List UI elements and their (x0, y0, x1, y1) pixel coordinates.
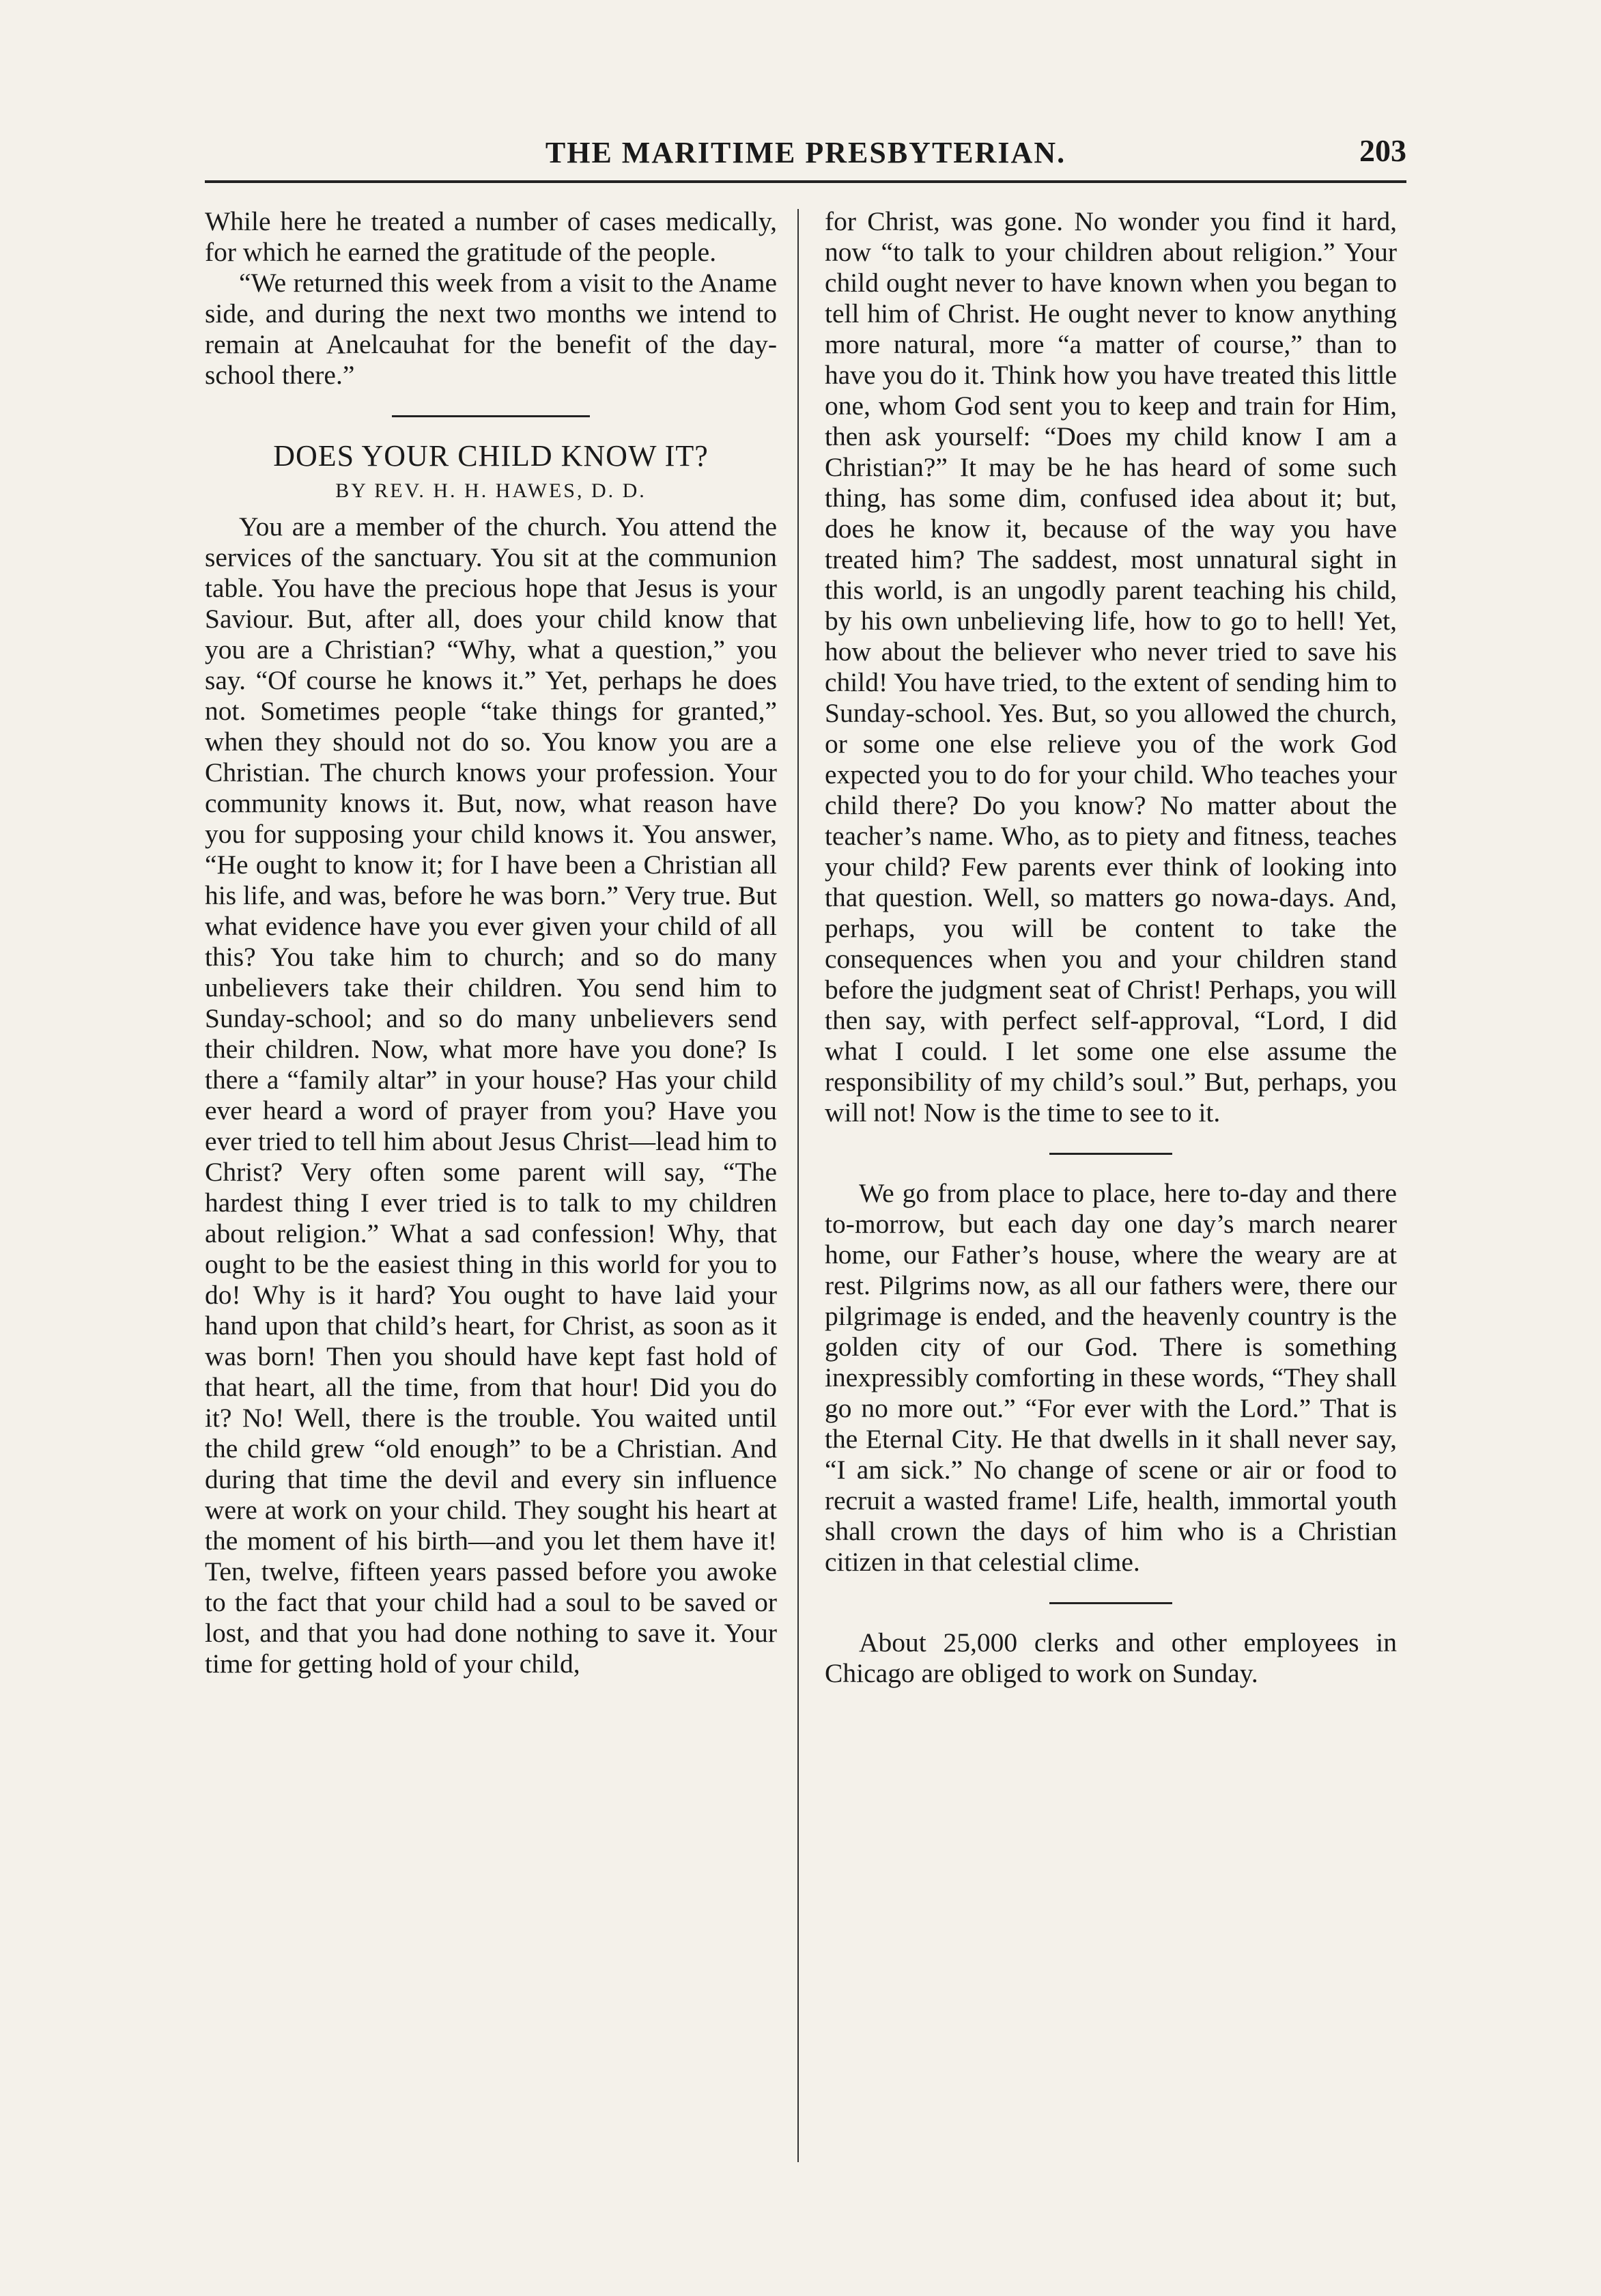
right-column (825, 206, 1397, 1689)
article-paragraph: You are a member of the church. You attend the services of the sanctuary. You sit at the communion table. You have the precious hope that Jesus is your Saviour. But, after all, does your child know that you are a Christian? “Why, what a question,” you say. “Of course he knows it.” Yet, perhaps he does not. Sometimes people “take things for granted,” when they should not do so. You know you are a Christian. The church knows your profession. Your community knows it. But, now, what reason have you for supposing your child knows it. You answer, “He ought to know it; for I have been a Christian all his life, and was, before he was born.” Very true. But what evidence have you ever given your child of all this? You take him to church; and so do many unbelievers take their children. You send him to Sunday-school; and so do many unbelievers send their children. Now, what more have you done? Is there a “family altar” in your house? Has your child ever heard a word of prayer from you? Have you ever tried to tell him about Jesus Christ—lead him to Christ? Very often some parent will say, “The hardest thing I ever tried is to talk to my children about religion.” What a sad confession! Why, that ought to be the easiest thing in this world for you to do! Why is it hard? You ought to have laid your hand upon that child’s heart, for Christ, as soon as it was born! Then you should have kept fast hold of that heart, all the time, from that hour! Did you do it? No! Well, there is the trouble. You waited until the child grew “old enough” to be a Christian. And during that time the devil and every sin influence were at work on your child. They sought his heart at the moment of his birth—and you let them have it! Ten, twelve, fifteen years passed before you awoke to the fact that your child had a soul to be saved or lost, and that you had done nothing to save it. Your time for getting hold of your child, (205, 512, 777, 1679)
header-rule (205, 180, 1406, 183)
section-divider (392, 415, 590, 417)
quote-paragraph: “We returned this week from a visit to the Aname side, and during the next two months we intend to remain at Anelcauhat for the benefit of the day-school there.” (205, 268, 777, 390)
carryover-paragraph: While here he treated a number of cases medically, for which he earned the gratitude of the people. (205, 206, 777, 267)
article-paragraph-continued: for Christ, was gone. No wonder you find it hard, now “to talk to your children about religion.” Your child ought never to have known when you began to tell him of Christ. He ought never to know anything more natural, more “a matter of course,” than to have you do it. Think how you have treated this little one, whom God sent you to keep and train for Him, then ask yourself: “Does my child know I am a Christian?” It may be he has heard of some such thing, has some dim, confused idea about it; but, does he know it, because of the way you have treated him? The saddest, most unnatural sight in this world, is an ungodly parent teaching his child, by his own unbelieving life, how to go to hell! Yet, how about the believer who never tried to save his child! You have tried, to the extent of sending him to Sunday-school. Yes. But, so you allowed the church, or some one else relieve you of the work God expected you to do for your child. Who teaches your child there? Do you know? No matter about the teacher’s name. Who, as to piety and fitness, teaches your child? Few parents ever think of looking into that question. Well, so matters go nowa-days. And, perhaps, you will be content to take the consequences when you and your children stand before the judgment seat of Christ! Perhaps, you will then say, with perfect self-approval, “Lord, I did what I could. I let some one else assume the responsibility of my child’s soul.” But, perhaps, you will not! Now is the time to see to it. (825, 206, 1397, 1128)
article-title: DOES YOUR CHILD KNOW IT? (273, 439, 709, 473)
running-head (205, 130, 1406, 198)
page-number: 203 (1359, 133, 1406, 168)
article-byline: BY REV. H. H. HAWES, D. D. (335, 479, 647, 502)
two-column-body (205, 206, 1406, 2146)
left-column (205, 206, 777, 1679)
section-divider (1049, 1153, 1172, 1155)
chicago-note-paragraph: About 25,000 clerks and other employees in Chicago are obliged to work on Sunday. (825, 1627, 1397, 1688)
pilgrim-paragraph: We go from place to place, here to-day and there to-morrow, but each day one day’s march nearer home, our Father’s house, where the weary are at rest. Pilgrims now, as all our fathers were, there our pilgrimage is ended, and the heavenly country is the golden city of our God. There is something inexpressibly comforting in these words, “They shall go no more out.” “For ever with the Lord.” That is the Eternal City. He that dwells in it shall never say, “I am sick.” No change of scene or air or food to recruit a wasted frame! Life, health, immortal youth shall crown the days of him who is a Christian citizen in that celestial clime. (825, 1178, 1397, 1577)
column-divider (797, 209, 799, 2162)
running-title: THE MARITIME PRESBYTERIAN. (545, 136, 1066, 169)
page (205, 130, 1406, 2151)
section-divider (1049, 1602, 1172, 1604)
